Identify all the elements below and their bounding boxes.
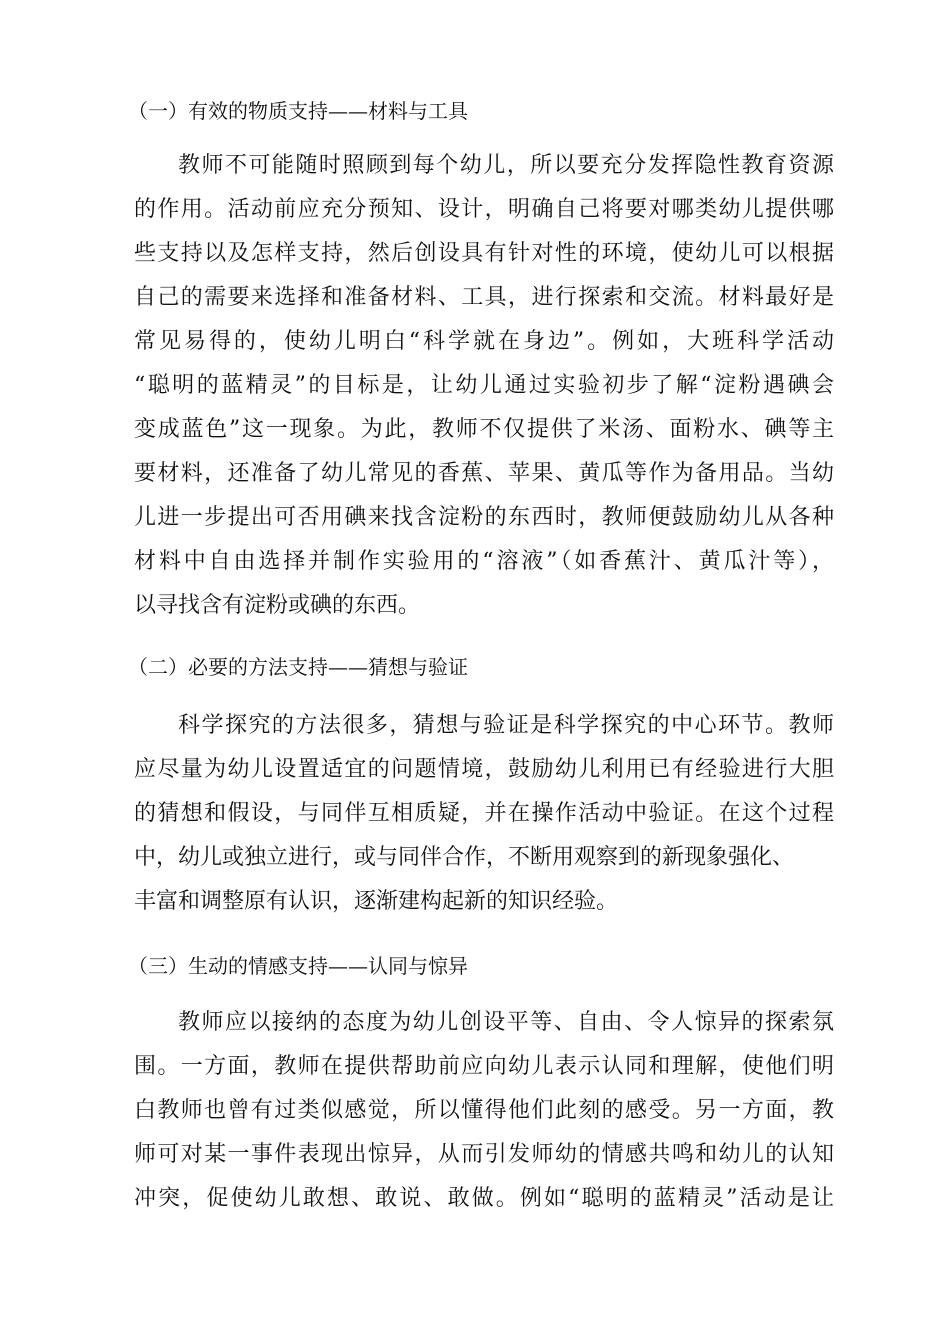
paragraph-line: 教师应以接纳的态度为幼儿创设平等、自由、令人惊异的探索氛 (178, 1010, 834, 1035)
paragraph-line: “聪明的蓝精灵”的目标是，让幼儿通过实验初步了解“淀粉遇碘会 (134, 373, 834, 398)
section-paragraph-2 (134, 704, 834, 924)
paragraph-line: 科学探究的方法很多，猜想与验证是科学探究的中心环节。教师 (178, 713, 834, 738)
paragraph-line: 应尽量为幼儿设置适宜的问题情境，鼓励幼儿利用已有经验进行大胆 (134, 757, 834, 782)
paragraph-line: 以寻找含有淀粉或碘的东西。 (134, 593, 421, 618)
paragraph-line: 些支持以及怎样支持，然后创设具有针对性的环境，使幼儿可以根据 (134, 241, 834, 266)
paragraph-line: 材料中自由选择并制作实验用的“溶液”（如香蕉汁、黄瓜汁等）， (134, 549, 834, 574)
paragraph-line: 丰富和调整原有认识，逐渐建构起新的知识经验。 (134, 889, 619, 914)
paragraph-line: 常见易得的，使幼儿明白“科学就在身边”。例如，大班科学活动 (134, 329, 834, 354)
paragraph-line: 的猜想和假设，与同伴互相质疑，并在操作活动中验证。在这个过程 (134, 801, 834, 826)
paragraph-line: 教师不可能随时照顾到每个幼儿，所以要充分发挥隐性教育资源 (178, 153, 834, 178)
paragraph-line: 围。一方面，教师在提供帮助前应向幼儿表示认同和理解，使他们明 (134, 1054, 834, 1079)
paragraph-line: 师可对某一事件表现出惊异，从而引发师幼的情感共鸣和幼儿的认知 (134, 1142, 834, 1167)
section-paragraph-3 (134, 1001, 834, 1221)
paragraph-line: 要材料，还准备了幼儿常见的香蕉、苹果、黄瓜等作为备用品。当幼 (134, 461, 834, 486)
paragraph-line: 冲突，促使幼儿敢想、敢说、敢做。例如“聪明的蓝精灵”活动是让 (134, 1186, 834, 1211)
section-heading-1: （一）有效的物质支持——材料与工具 (128, 99, 468, 123)
paragraph-line: 自己的需要来选择和准备材料、工具，进行探索和交流。材料最好是 (134, 285, 834, 310)
section-paragraph-1 (134, 144, 834, 628)
paragraph-line: 白教师也曾有过类似感觉，所以懂得他们此刻的感受。另一方面，教 (134, 1098, 834, 1123)
section-heading-3: （三）生动的情感支持——认同与惊异 (128, 954, 468, 978)
paragraph-line: 中，幼儿或独立进行，或与同伴合作，不断用观察到的新现象强化、 (134, 845, 795, 870)
paragraph-line: 的作用。活动前应充分预知、设计，明确自己将要对哪类幼儿提供哪 (134, 197, 834, 222)
paragraph-line: 变成蓝色”这一现象。为此，教师不仅提供了米汤、面粉水、碘等主 (134, 417, 834, 442)
section-heading-2: （二）必要的方法支持——猜想与验证 (128, 655, 468, 679)
paragraph-line: 儿进一步提出可否用碘来找含淀粉的东西时，教师便鼓励幼儿从各种 (134, 505, 834, 530)
